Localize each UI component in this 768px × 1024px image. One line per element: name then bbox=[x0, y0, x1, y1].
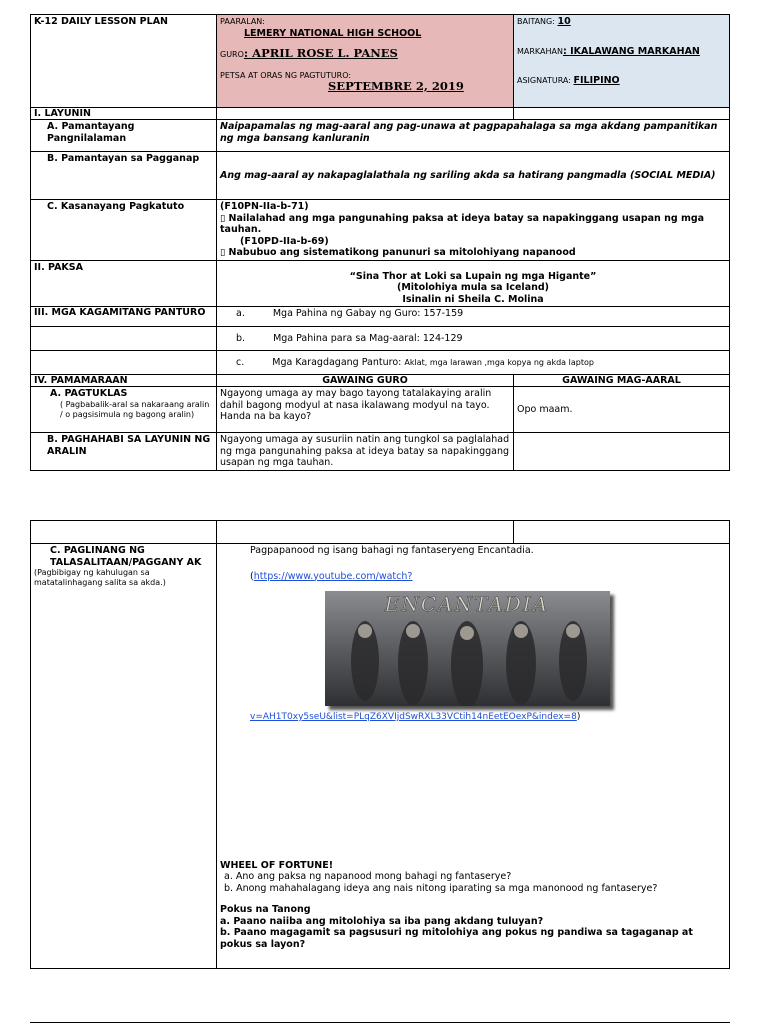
kagamitan-c-letter: c. bbox=[236, 356, 245, 368]
checkbox-icon: ▯ bbox=[220, 212, 226, 224]
paksa-subtitle: (Mitolohiya mula sa Iceland) bbox=[396, 282, 550, 293]
empty-cell bbox=[514, 108, 730, 120]
pamantayang-pangnilalaman-label: A. Pamantayang Pangnilalaman bbox=[31, 120, 217, 152]
page-bottom-line bbox=[30, 1022, 730, 1023]
gawaing-mag-aaral-heading: GAWAING MAG-AARAL bbox=[514, 375, 730, 387]
paaralan-value: LEMERY NATIONAL HIGH SCHOOL bbox=[244, 27, 422, 39]
baitang-label: BAITANG: bbox=[517, 17, 558, 26]
petsa-label: PETSA AT ORAS NG PAGTUTURO: bbox=[220, 70, 352, 80]
pamamaraan-heading: IV. PAMAMARAAN bbox=[31, 375, 217, 387]
markahan-label: MARKAHAN bbox=[517, 46, 563, 56]
competency-code-1: (F10PN-IIa-b-71) bbox=[220, 201, 309, 212]
pamantayang-pangnilalaman-text: Naipapamalas ng mag-aaral ang pag-unawa at pagpapahalaga sa mga akdang pampanitikan ng mga bansang kanluranin bbox=[217, 120, 730, 152]
pokus-question-a: a. Paano naiiba ang mitolohiya sa iba pang akdang tuluyan? bbox=[220, 915, 544, 927]
empty-cell bbox=[514, 433, 730, 471]
encantadia-image bbox=[325, 591, 610, 706]
petsa-value: SEPTEMBRE 2, 2019 bbox=[328, 79, 464, 93]
pokus-question-b: b. Paano magagamit sa pagsusuri ng mitolohiya ang pokus ng pandiwa sa tagaganap at pokus sa layon? bbox=[220, 927, 693, 950]
pamantayan-sa-pagganap-label: B. Pamantayan sa Pagganap bbox=[31, 152, 217, 200]
layunin-heading: I. LAYUNIN bbox=[31, 108, 217, 120]
wheel-question-a: a. Ano ang paksa ng napanood mong bahagi ng fantaserye? bbox=[224, 871, 512, 882]
paglinang-sub: (Pagbibigay ng kahulugan sa matatalinhagang salita sa akda.) bbox=[34, 568, 166, 587]
empty-cell bbox=[31, 351, 217, 375]
paksa-title: “Sina Thor at Loki sa Lupain ng mga Higante” bbox=[349, 270, 597, 282]
header-school-cell bbox=[217, 15, 514, 108]
pagtuklas-mag-aaral: Opo maam. bbox=[514, 387, 730, 433]
gawaing-guro-heading: GAWAING GURO bbox=[217, 375, 514, 387]
pagtuklas-label: A. PAGTUKLAS bbox=[50, 388, 128, 399]
paksa-author: Isinalin ni Sheila C. Molina bbox=[402, 293, 544, 305]
kagamitan-c-value: Aklat, mga larawan ,mga kopya ng akda laptop bbox=[404, 357, 594, 367]
paksa-heading: II. PAKSA bbox=[31, 260, 217, 307]
wheel-title: WHEEL OF FORTUNE! bbox=[220, 859, 334, 871]
header-meta-cell bbox=[514, 15, 730, 108]
kagamitan-a-letter: a. bbox=[236, 308, 245, 319]
kagamitan-c-label: Mga Karagdagang Panturo: bbox=[272, 356, 405, 368]
kagamitan-b: Mga Pahina para sa Mag-aaral: 124-129 bbox=[273, 332, 463, 344]
empty-cell bbox=[217, 108, 514, 120]
lesson-plan-table-page1 bbox=[30, 14, 730, 471]
paghahabi-guro: Ngayong umaga ay susuriin natin ang tungkol sa paglalahad ng mga pangunahing paksa at ideya batay sa napakinggang usapan ng mga tauhan. bbox=[217, 433, 514, 471]
kagamitan-a: Mga Pahina ng Gabay ng Guro: 157-159 bbox=[272, 308, 464, 319]
kagamitan-b-cell bbox=[217, 327, 730, 351]
competency-text-2: Nabubuo ang sistematikong panunuri sa mitolohiyang napanood bbox=[225, 247, 576, 258]
lesson-plan-table-page2 bbox=[30, 520, 730, 969]
asignatura-label: ASIGNATURA: bbox=[517, 76, 574, 85]
lesson-plan-title: K-12 DAILY LESSON PLAN bbox=[34, 16, 168, 27]
paglinang-label-cell bbox=[31, 544, 217, 969]
wheel-question-b: b. Anong mahahalagang ideya ang nais nitong iparating sa mga manonood ng fantaserye? bbox=[224, 882, 658, 894]
youtube-link-part1[interactable]: https://www.youtube.com/watch? bbox=[253, 570, 413, 582]
competency-code-2: (F10PD-IIa-b-69) bbox=[240, 235, 329, 247]
guro-label: GURO bbox=[220, 50, 244, 59]
empty-cell bbox=[31, 521, 217, 544]
checkbox-icon: ▯ bbox=[220, 247, 226, 258]
competency-text-1: Nailalahad ang mga pangunahing paksa at ideya batay sa napakinggang usapan ng mga tauhan. bbox=[220, 212, 705, 235]
asignatura-value: FILIPINO bbox=[573, 75, 620, 86]
baitang-value: 10 bbox=[557, 16, 571, 27]
paaralan-label: PAARALAN: bbox=[220, 17, 265, 26]
empty-cell bbox=[217, 521, 514, 544]
pagtuklas-guro: Ngayong umaga ay may bago tayong tatalakaying aralin dahil bagong modyul at nasa ikalawang modyul na tayo. Handa na ba kayo? bbox=[217, 387, 514, 433]
empty-cell bbox=[31, 327, 217, 351]
header-title-cell bbox=[31, 15, 217, 108]
kasanayang-pagkatuto-label: C. Kasanayang Pagkatuto bbox=[31, 200, 217, 261]
pokus-title: Pokus na Tanong bbox=[220, 904, 311, 915]
kagamitan-a-cell bbox=[217, 307, 730, 327]
paglinang-content-cell: Pagpapanood ng isang bahagi ng fantaseryeng Encantadia. (https://www.youtube.com/watch? v=AH1T0xy5seU&list=PLqZ6XVIjdSwRXL33VCtih14nEetEOexP&index=8) WHEEL OF FORTUNE! a. Ano ang paksa ng napanood mong bahagi ng fantaserye? b. Anong mahahalagang ideya ang nais nitong iparating sa mga manonood ng fantaserye? Pokus na Tanong a. Paano naiiba ang mitolohiya sa iba pang akdang tuluyan? b. Paano magagamit sa pagsusuri ng mitolohiya ang pokus ng pandiwa sa tagaganap at pokus sa layon? bbox=[217, 544, 730, 969]
kasanayang-pagkatuto-cell bbox=[217, 200, 730, 261]
paglinang-label: C. PAGLINANG NG TALASALITAAN/PAGGANY AK bbox=[50, 545, 202, 568]
youtube-link-part2[interactable]: v=AH1T0xy5seU&list=PLqZ6XVIjdSwRXL33VCtih14nEetEOexP&index=8 bbox=[250, 712, 577, 722]
kagamitan-heading: III. MGA KAGAMITANG PANTURO bbox=[31, 307, 217, 327]
pagtuklas-label-cell bbox=[31, 387, 217, 433]
markahan-value: : IKALAWANG MARKAHAN bbox=[562, 45, 700, 57]
empty-cell bbox=[514, 521, 730, 544]
paghahabi-label: B. PAGHAHABI SA LAYUNIN NG ARALIN bbox=[31, 433, 217, 471]
paksa-cell bbox=[217, 260, 730, 307]
kagamitan-c-cell bbox=[217, 351, 730, 375]
paglinang-intro: Pagpapanood ng isang bahagi ng fantaseryeng Encantadia. bbox=[250, 545, 534, 556]
encantadia-illustration bbox=[325, 591, 610, 706]
guro-value: : APRIL ROSE L. PANES bbox=[243, 46, 398, 60]
pamantayan-sa-pagganap-text: Ang mag-aaral ay nakapaglalathala ng sariling akda sa hatirang pangmadla (SOCIAL MEDIA) bbox=[217, 152, 730, 200]
encantadia-logo-text: ENCANTADIA bbox=[384, 592, 550, 616]
kagamitan-b-letter: b. bbox=[236, 332, 246, 344]
pagtuklas-sub: ( Pagbabalik-aral sa nakaraang aralin / o pagsisimula ng bagong aralin) bbox=[60, 399, 210, 419]
